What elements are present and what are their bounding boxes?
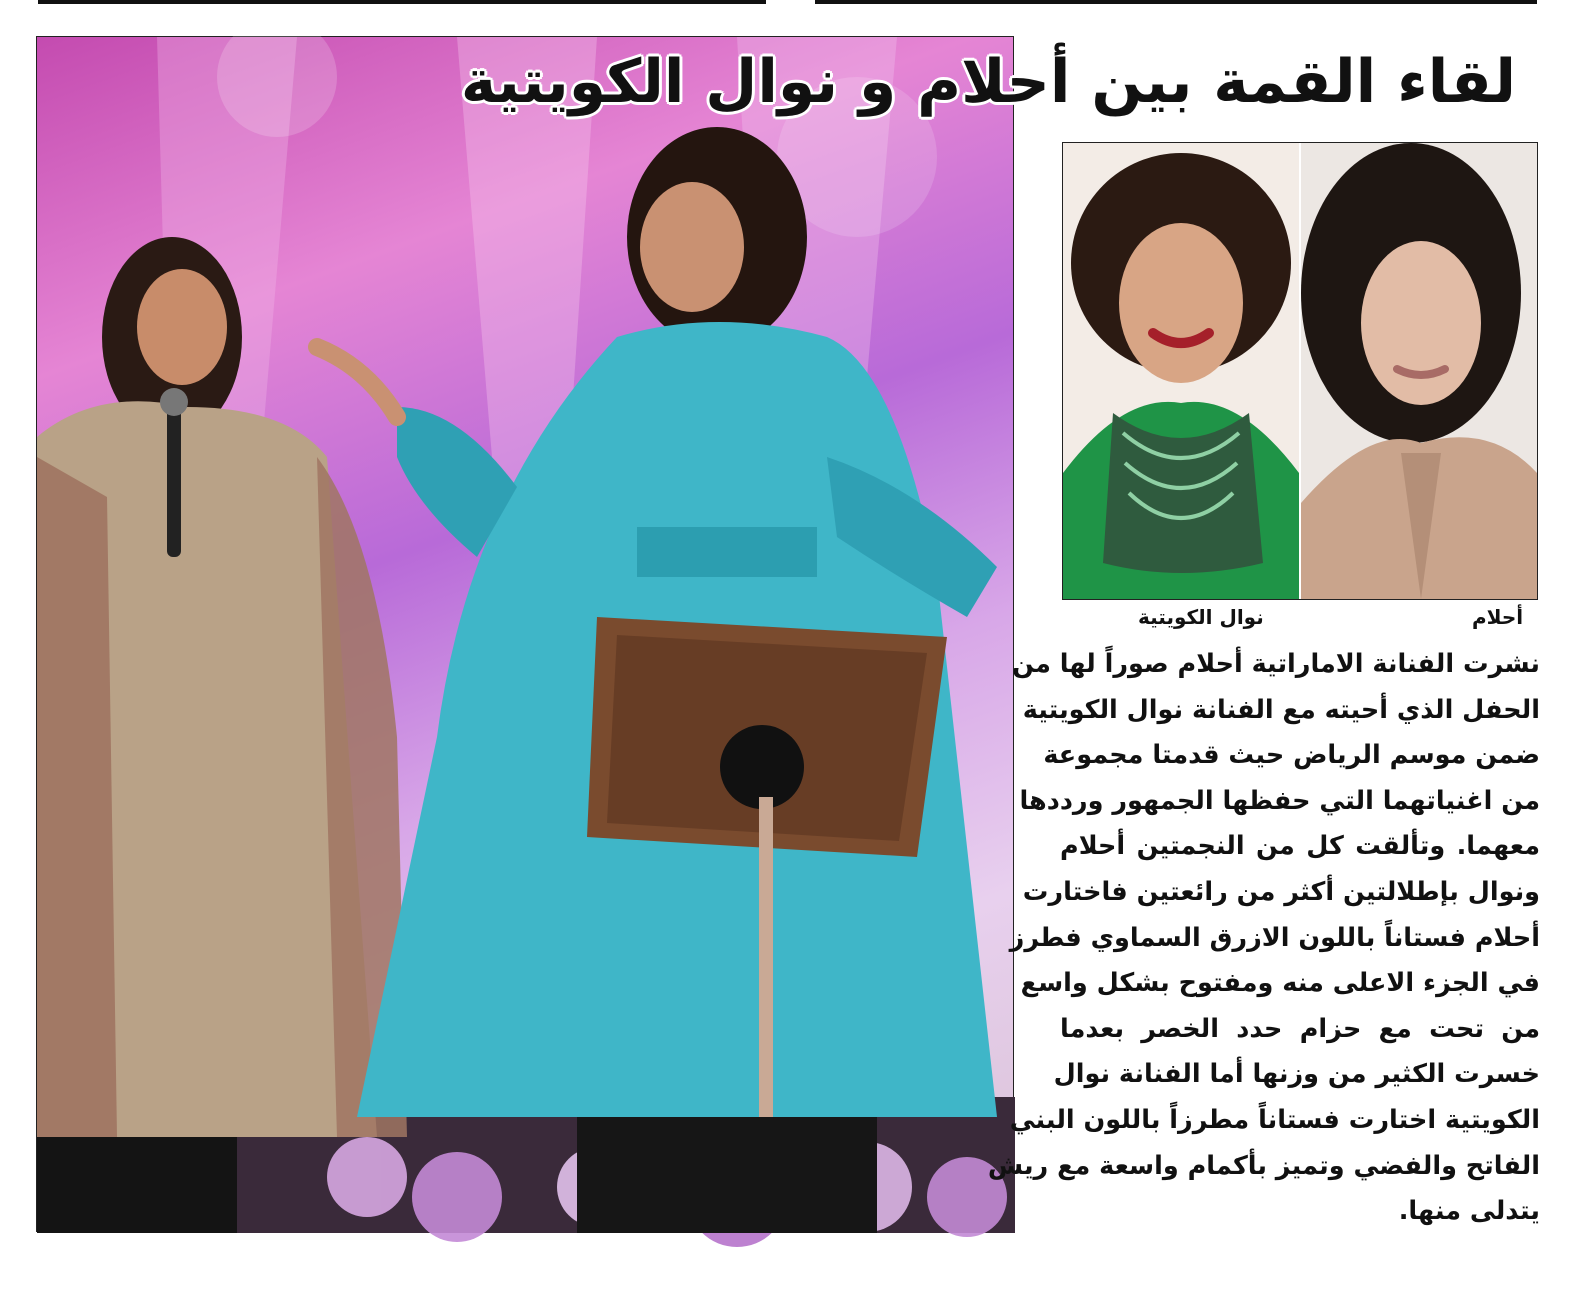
article-line: خسرت الكثير من وزنها أما الفنانة نوال: [1053, 1059, 1540, 1090]
portrait-nawal: [1063, 143, 1299, 599]
article-line: يتدلى منها.: [1398, 1196, 1540, 1227]
article-body: [987, 642, 1540, 1252]
headline: [176, 42, 1516, 122]
article-line: الفاتح والفضي وتميز بأكمام واسعة مع ريش: [987, 1150, 1540, 1181]
article-line: من تحت مع حزام حدد الخصر بعدما: [1060, 1013, 1540, 1044]
article-line: أحلام فستاناً باللون الازرق السماوي فطرز: [1009, 922, 1540, 953]
article-line: معهما. وتألقت كل من النجمتين أحلام: [1060, 831, 1540, 862]
portrait-pair: [1062, 142, 1538, 600]
portrait-ahlam: [1301, 143, 1537, 599]
headline-part-2: أحلام و نوال الكويتية: [460, 47, 1071, 117]
top-rule-right: [815, 0, 1537, 4]
caption-ahlam: أحلام: [1472, 605, 1524, 629]
article-line: في الجزء الاعلى منه ومفتوح بشكل واسع: [1020, 968, 1540, 999]
article-line: ضمن موسم الرياض حيث قدمتا مجموعة: [1043, 740, 1540, 771]
portrait-nawal-illustration: [1063, 143, 1299, 599]
article-line: ونوال بإطلالتين أكثر من رائعتين فاختارت: [1022, 876, 1540, 907]
article-line: الحفل الذي أحيته مع الفنانة نوال الكويتية: [1022, 694, 1540, 725]
headline-part-1: لقاء القمة بين: [1091, 47, 1516, 117]
article-line: من اغنياتهما التي حفظها الجمهور ورددها: [1019, 785, 1540, 816]
portrait-ahlam-illustration: [1301, 143, 1537, 599]
top-rule-left: [38, 0, 766, 4]
concert-photo-illustration: [37, 37, 1015, 1233]
article-line: نشرت الفنانة الاماراتية أحلام صوراً لها من: [1012, 649, 1540, 679]
caption-nawal: نوال الكويتية: [1138, 605, 1264, 629]
article-line: الكويتية اختارت فستاناً مطرزاً باللون البني: [1009, 1104, 1540, 1135]
concert-photo: [36, 36, 1014, 1232]
